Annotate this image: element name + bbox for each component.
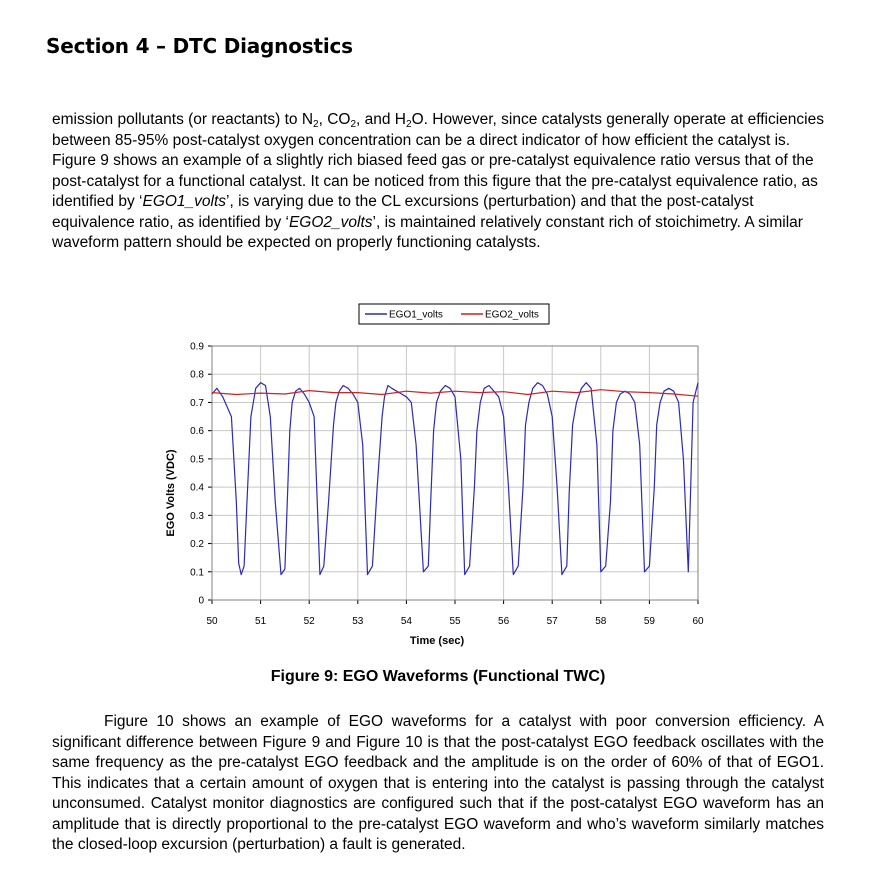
y-tick-label: 0.4 xyxy=(190,482,204,494)
x-tick-label: 53 xyxy=(352,616,364,627)
section-title: Section 4 – DTC Diagnostics xyxy=(46,34,353,58)
y-tick-label: 0 xyxy=(198,595,204,607)
x-axis-label: Time (sec) xyxy=(409,635,465,647)
y-axis-label: EGO Volts (VDC) xyxy=(165,449,177,537)
y-tick-label: 0.1 xyxy=(190,567,204,579)
y-tick-label: 0.9 xyxy=(190,341,204,353)
x-tick-label: 60 xyxy=(692,616,704,627)
x-tick-label: 56 xyxy=(498,616,510,627)
paragraph-intro: emission pollutants (or reactants) to $N_2$, $CO_2$, and $H_2O$. However, since catalysts generally operate at efficiencies between 85-95% post-catalyst oxygen concentration can be a direct indicator of how efficient the catalyst is. Figure 9 shows an example of a slightly rich biased feed gas or pre-catalyst equivalence ratio versus that of the post-catalyst for a functional catalyst. It can be noticed from this figure that the pre-catalyst equivalence ratio, as identified by ‘EGO1_volts’, is varying due to the CL excursions (perturbation) and that the post-catalyst equivalence ratio, as identified by ‘EGO2_volts’, is maintained relatively constant rich of stoichimetry. A similar waveform pattern should be expected on properly functioning catalysts. xyxy=(52,111,824,251)
x-tick-label: 54 xyxy=(400,616,412,627)
paragraph-figure-10: Figure 10 shows an example of EGO waveforms for a catalyst with poor conversion efficiency. A significant difference between Figure 9 and Figure 10 is that the post-catalyst EGO feedback oscillates with the same frequency as the pre-catalyst EGO feedback and the amplitude is on the order of 60% of that of EGO1. This indicates that a certain amount of oxygen that is entering into the catalyst is passing through the catalyst unconsumed. Catalyst monitor diagnostics are configured such that if the post-catalyst EGO waveform has an amplitude that is directly proportional to the pre-catalyst EGO waveform and who’s waveform similarly matches the closed-loop excursion (perturbation) a fault is generated. xyxy=(52,713,824,853)
y-tick-label: 0.2 xyxy=(190,539,204,551)
ego-waveform-chart xyxy=(160,300,720,650)
y-tick-label: 0.6 xyxy=(190,426,204,438)
y-tick-label: 0.3 xyxy=(190,510,204,522)
figure-caption: Figure 9: EGO Waveforms (Functional TWC) xyxy=(270,668,606,685)
x-tick-label: 50 xyxy=(206,616,218,627)
x-tick-label: 59 xyxy=(643,616,655,627)
x-tick-label: 52 xyxy=(303,616,315,627)
legend-label: EGO1_volts xyxy=(389,309,443,321)
y-tick-label: 0.8 xyxy=(190,369,204,381)
y-tick-label: 0.5 xyxy=(190,454,204,466)
x-tick-label: 51 xyxy=(255,616,267,627)
x-tick-label: 55 xyxy=(449,616,461,627)
x-tick-label: 57 xyxy=(546,616,558,627)
y-tick-label: 0.7 xyxy=(190,397,204,409)
legend-label: EGO2_volts xyxy=(485,309,539,321)
x-tick-label: 58 xyxy=(595,616,607,627)
